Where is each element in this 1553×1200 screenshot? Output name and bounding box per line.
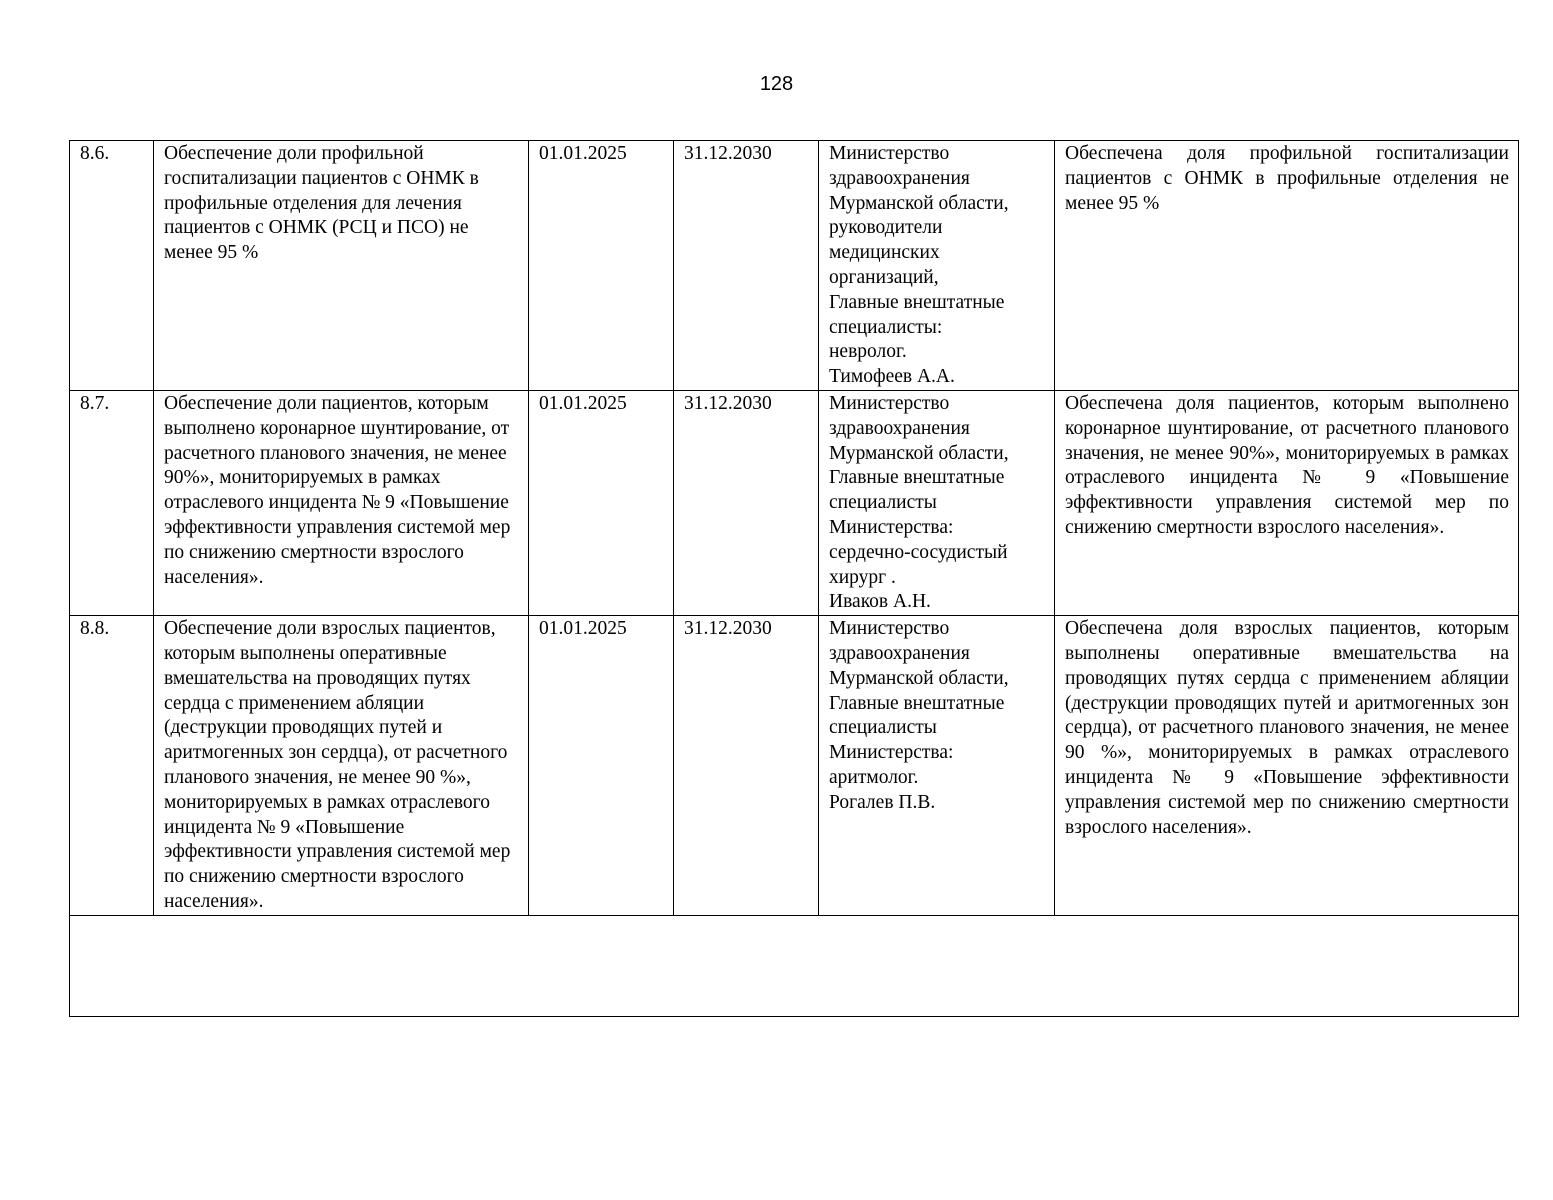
responsible: Министерство здравоохранения Мурманской области, Главные внештатные специалисты Министерства: сердечно-сосудистый хирург . Иваков А.Н. [819, 390, 1055, 615]
expected-result: Обеспечена доля профильной госпитализации пациентов с ОНМК в профильные отделения не менее 95 % [1055, 141, 1519, 391]
row-number: 8.7. [70, 390, 154, 615]
measure-name: Обеспечение доли профильной госпитализации пациентов с ОНМК в профильные отделения для лечения пациентов с ОНМК (РСЦ и ПСО) не менее 95 % [154, 141, 529, 391]
measure-name: Обеспечение доли пациентов, которым выполнено коронарное шунтирование, от расчетного планового значения, не менее 90%», мониторируемых в рамках отраслевого инцидента № 9 «Повышение эффективности управления системой мер по снижению смертности взрослого населения». [154, 390, 529, 615]
start-date: 01.01.2025 [529, 390, 674, 615]
responsible: Министерство здравоохранения Мурманской области, руководители медицинских организаций, Главные внештатные специалисты: невролог. Тимофеев А.А. [819, 141, 1055, 391]
end-date: 31.12.2030 [674, 141, 819, 391]
measure-name: Обеспечение доли взрослых пациентов, которым выполнены оперативные вмешательства на проводящих путях сердца с применением абляции (деструкции проводящих путей и аритмогенных зон сердца), от расчетного планового значения, не менее 90 %», мониторируемых в рамках отраслевого инцидента № 9 «Повышение эффективности управления системой мер по снижению смертности взрослого населения». [154, 616, 529, 916]
end-date: 31.12.2030 [674, 390, 819, 615]
row-number: 8.6. [70, 141, 154, 391]
start-date: 01.01.2025 [529, 141, 674, 391]
end-date: 31.12.2030 [674, 616, 819, 916]
table-row [70, 141, 1519, 391]
table-row [70, 390, 1519, 615]
measures-table [69, 140, 1519, 1017]
page-number: 128 [759, 73, 794, 95]
expected-result: Обеспечена доля пациентов, которым выполнено коронарное шунтирование, от расчетного планового значения, не менее 90%», мониторируемых в рамках отраслевого инцидента № 9 «Повышение эффективности управления системой мер по снижению смертности взрослого населения». [1055, 390, 1519, 615]
expected-result: Обеспечена доля взрослых пациентов, которым выполнены оперативные вмешательства на проводящих путях сердца с применением абляции (деструкции проводящих путей и аритмогенных зон сердца), от расчетного планового значения, не менее 90 %», мониторируемых в рамках отраслевого инцидента № 9 «Повышение эффективности управления системой мер по снижению смертности взрослого населения». [1055, 616, 1519, 916]
empty-table-row [70, 915, 1519, 1016]
empty-cell [70, 915, 1519, 1016]
table-row [70, 616, 1519, 916]
start-date: 01.01.2025 [529, 616, 674, 916]
responsible: Министерство здравоохранения Мурманской области, Главные внештатные специалисты Министерства: аритмолог. Рогалев П.В. [819, 616, 1055, 916]
row-number: 8.8. [70, 616, 154, 916]
